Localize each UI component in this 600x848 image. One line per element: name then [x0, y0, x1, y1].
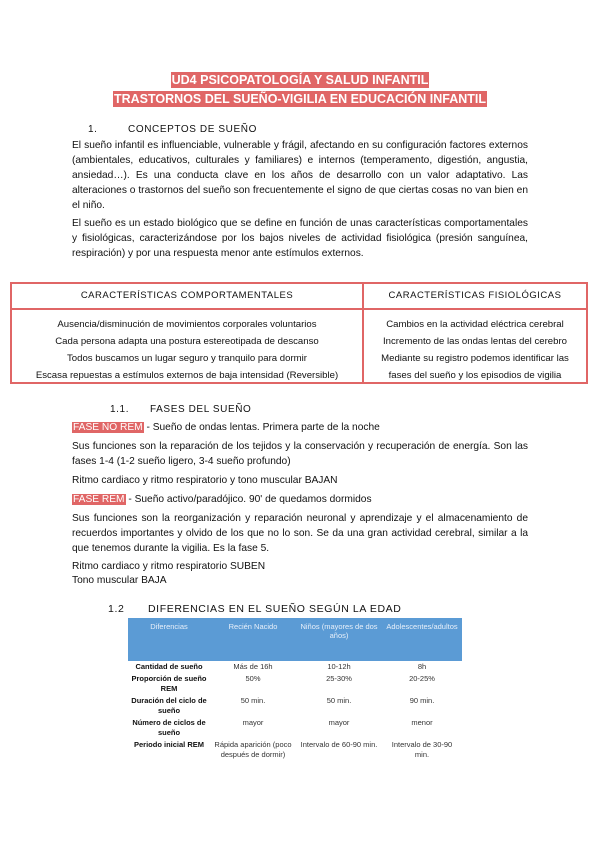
text-line: Tono muscular BAJA [72, 575, 167, 586]
paragraph: Sus funciones son la reparación de los tejidos y la conservación y recuperación de energía. Son las fases 1-4 (1-2 sueño ligero, 3-4 sueño profundo) [72, 441, 528, 467]
section-heading-1-2 [108, 603, 401, 615]
section-number: 1.2 [108, 603, 125, 615]
cell: 50 min. [326, 696, 352, 705]
behavioral-column [12, 284, 364, 382]
cell: menor [411, 718, 433, 727]
list-item: Mediante su registro podemos identificar las [381, 353, 569, 364]
cell: Más de 16h [233, 662, 273, 671]
section-number: 1. [88, 124, 98, 135]
row-header: Proporción de sueño REM [131, 674, 207, 693]
cell: 8h [417, 662, 427, 671]
cell: Intervalo de 60-90 min. [300, 740, 378, 749]
section-title: FASES DEL SUEÑO [150, 404, 252, 415]
row-header: Cantidad de sueño [135, 662, 203, 671]
text: - Sueño activo/paradójico. 90' de quedamos dormidos [125, 494, 372, 505]
table-row [128, 739, 462, 761]
table-row [128, 661, 462, 673]
list-item: Incremento de las ondas lentas del cerebro [383, 336, 567, 347]
title-line-2 [0, 91, 600, 108]
cell: 20-25% [409, 674, 435, 683]
row-header: Periodo inicial REM [133, 740, 204, 749]
fase-no-rem-tag: FASE NO REM [73, 422, 143, 433]
column-header: Recién Nacido [210, 618, 296, 661]
section-title: CONCEPTOS DE SUEÑO [128, 124, 257, 135]
section-title: DIFERENCIAS EN EL SUEÑO SEGÚN LA EDAD [148, 603, 402, 615]
list-item: Todos buscamos un lugar seguro y tranquilo para dormir [67, 353, 307, 364]
cell: 50 min. [240, 696, 266, 705]
section-heading-1-1 [110, 404, 251, 415]
fase-rem-line [72, 492, 372, 507]
cell: mayor [242, 718, 264, 727]
fase-no-rem-line [72, 420, 380, 435]
column-header: CARACTERÍSTICAS COMPORTAMENTALES [12, 284, 362, 310]
cell: 25-30% [326, 674, 352, 683]
list-item: Ausencia/disminución de movimientos corporales voluntarios [57, 319, 317, 330]
column-header: Niños (mayores de dos años) [296, 618, 382, 661]
paragraph: Sus funciones son la reorganización y reparación neuronal y aprendizaje y el almacenamiento de recuerdos importantes y olvido de los que no lo son. Se da una gran actividad cerebral, similar a la que tenemos durante la vigilia. Es la fase 5. [72, 513, 528, 554]
section-number: 1.1. [110, 404, 130, 415]
title-text: UD4 PSICOPATOLOGÍA Y SALUD INFANTIL [171, 73, 429, 87]
age-differences-table [128, 618, 462, 761]
column-header: Adolescentes/adultos [382, 618, 462, 661]
section-heading-1 [88, 124, 257, 135]
title-text: TRASTORNOS DEL SUEÑO-VIGILIA EN EDUCACIÓN INFANTIL [113, 92, 486, 106]
table-header-row [128, 618, 462, 661]
characteristics-table [10, 282, 588, 384]
row-header: Número de ciclos de sueño [132, 718, 206, 737]
title-line-1 [0, 72, 600, 89]
paragraph: El sueño infantil es influenciable, vulnerable y frágil, afectando en su configuración factores externos (ambientales, educativos, culturales y familiares) e internos (temperamento, digestión, angustia, ansiedad…). Es una conducta clave en los años de desarrollo con un valor adaptativo. Las alteraciones o trastornos del sueño son frecuentemente el signo de que ciertas cosas no van bien en el niño. [72, 140, 528, 211]
cell: 90 min. [409, 696, 435, 705]
cell: mayor [328, 718, 350, 727]
cell: Rápida aparición (poco después de dormir) [214, 740, 292, 759]
paragraph: El sueño es un estado biológico que se define en función de unas características comportamentales y fisiológicas, caracterizándose por los bajos niveles de actividad fisiológica (presión sanguínea, respiración) y por una respuesta menor ante estímulos externos. [72, 218, 528, 259]
table-row [128, 717, 462, 739]
list-item: Escasa repuestas a estímulos externos de baja intensidad (Reversible) [35, 370, 339, 381]
text-line: Ritmo cardiaco y ritmo respiratorio y tono muscular BAJAN [72, 475, 338, 486]
physiological-column [364, 284, 586, 382]
row-header: Duración del ciclo de sueño [131, 696, 207, 715]
fase-rem-tag: FASE REM [73, 494, 125, 505]
text: - Sueño de ondas lentas. Primera parte de la noche [143, 422, 380, 433]
list-item: Cada persona adapta una postura estereotipada de descanso [55, 336, 319, 347]
table-row [128, 673, 462, 695]
column-header: CARACTERÍSTICAS FISIOLÓGICAS [364, 284, 586, 310]
text-line: Ritmo cardiaco y ritmo respiratorio SUBEN [72, 561, 266, 572]
cell: 50% [245, 674, 261, 683]
table-row [128, 695, 462, 717]
list-item: Cambios en la actividad eléctrica cerebral [386, 319, 564, 330]
column-header: Diferencias [128, 618, 210, 661]
cell: 10-12h [327, 662, 351, 671]
cell: Intervalo de 30-90 min. [391, 740, 453, 759]
list-item: fases del sueño y los episodios de vigilia [388, 370, 562, 381]
